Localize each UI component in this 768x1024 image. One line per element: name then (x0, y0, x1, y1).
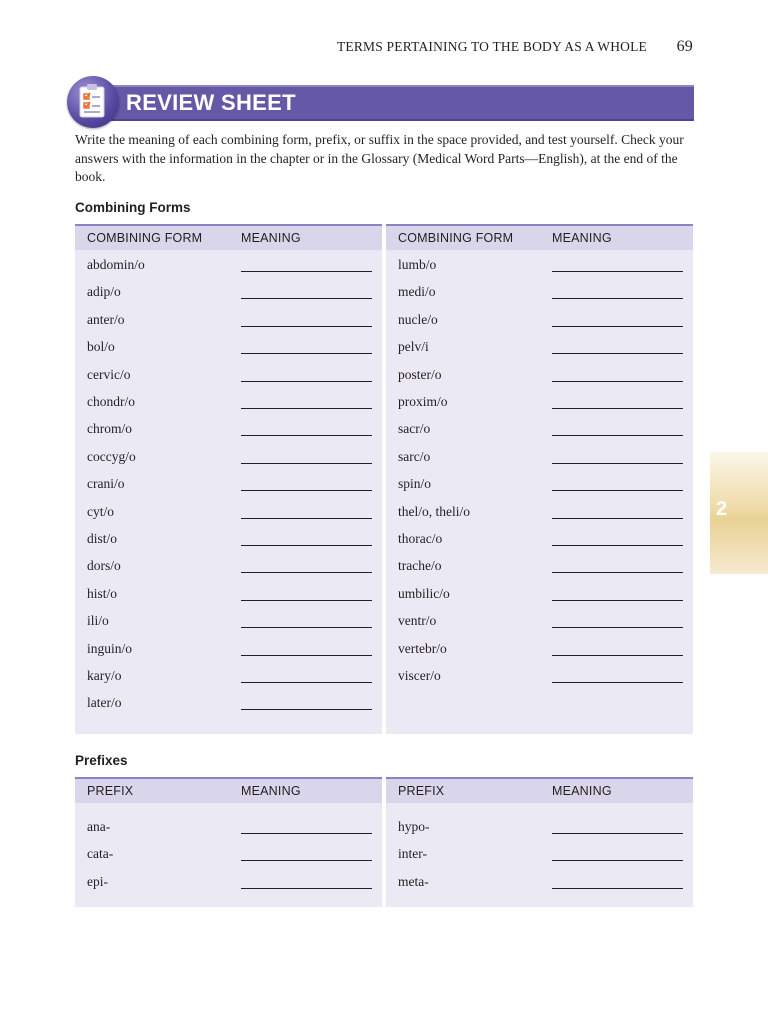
meaning-answer-line[interactable] (552, 572, 683, 573)
meaning-answer-line[interactable] (241, 490, 372, 491)
meaning-answer-line[interactable] (552, 326, 683, 327)
table-row (75, 558, 382, 585)
term-label: sacr/o (398, 421, 431, 437)
meaning-answer-line[interactable] (241, 627, 372, 628)
page-number: 69 (676, 38, 693, 55)
term-label: inter- (398, 846, 427, 862)
column-header-prefix: PREFIX (398, 784, 445, 798)
column-header-meaning: MEANING (552, 231, 612, 245)
table-row (386, 558, 693, 585)
table-row (75, 586, 382, 613)
table-row (75, 846, 382, 873)
meaning-answer-line[interactable] (552, 545, 683, 546)
meaning-answer-line[interactable] (552, 353, 683, 354)
term-label: medi/o (398, 284, 436, 300)
meaning-answer-line[interactable] (241, 682, 372, 683)
table-row (386, 504, 693, 531)
table-row (386, 339, 693, 366)
table-row (75, 668, 382, 695)
meaning-answer-line[interactable] (241, 408, 372, 409)
table-row (386, 586, 693, 613)
term-label: hypo- (398, 819, 430, 834)
meaning-answer-line[interactable] (552, 888, 683, 889)
term-label: thel/o, theli/o (398, 503, 470, 519)
table-row (75, 284, 382, 311)
table-row (386, 846, 693, 873)
column-header-meaning: MEANING (241, 231, 301, 245)
term-label: cervic/o (87, 366, 131, 382)
table-row (386, 531, 693, 558)
table-row (75, 613, 382, 640)
prefixes-heading: Prefixes (75, 753, 128, 768)
column-header-prefix: PREFIX (87, 784, 134, 798)
meaning-answer-line[interactable] (241, 463, 372, 464)
term-label: chrom/o (87, 421, 132, 437)
term-label: dors/o (87, 558, 121, 574)
table-header (386, 224, 693, 250)
term-label: pelv/i (398, 339, 429, 355)
meaning-answer-line[interactable] (552, 435, 683, 436)
term-label: thorac/o (398, 531, 443, 546)
meaning-answer-line[interactable] (241, 271, 372, 272)
table-row (75, 394, 382, 421)
term-label: ana- (87, 819, 111, 834)
instructions: Write the meaning of each combining form, prefix, or suffix in the space provided, and test yourself. Check your answers with the information in the chapter or in the Glossary (Medical Word Parts—English), at the end of the book. (75, 132, 684, 184)
term-label: crani/o (87, 476, 125, 492)
table-row (386, 641, 693, 668)
meaning-answer-line[interactable] (241, 435, 372, 436)
meaning-answer-line[interactable] (552, 381, 683, 382)
table-row (75, 476, 382, 503)
table-row (386, 819, 693, 846)
running-head (0, 38, 693, 56)
table-header (386, 777, 693, 803)
meaning-answer-line[interactable] (241, 381, 372, 382)
table-row (75, 874, 382, 901)
meaning-answer-line[interactable] (552, 490, 683, 491)
term-label: ventr/o (398, 613, 437, 629)
term-label: bol/o (87, 339, 115, 355)
meaning-answer-line[interactable] (552, 298, 683, 299)
review-sheet-banner (110, 85, 694, 121)
term-label: lumb/o (398, 257, 437, 272)
meaning-answer-line[interactable] (552, 860, 683, 861)
term-label: vertebr/o (398, 640, 447, 656)
table-row (386, 476, 693, 503)
table-row (386, 613, 693, 640)
meaning-answer-line[interactable] (552, 518, 683, 519)
meaning-answer-line[interactable] (241, 833, 372, 834)
meaning-answer-line[interactable] (241, 888, 372, 889)
banner-title: REVIEW SHEET (126, 90, 296, 115)
table-row (75, 367, 382, 394)
table-row (75, 449, 382, 476)
table-row (75, 641, 382, 668)
table-row (386, 367, 693, 394)
meaning-answer-line[interactable] (552, 271, 683, 272)
table-row (386, 449, 693, 476)
term-label: kary/o (87, 668, 122, 683)
meaning-answer-line[interactable] (552, 833, 683, 834)
checklist-icon (67, 76, 119, 128)
combining-forms-right-column (386, 224, 693, 734)
chapter-tab (710, 452, 768, 574)
meaning-answer-line[interactable] (241, 518, 372, 519)
meaning-answer-line[interactable] (241, 298, 372, 299)
table-header (75, 224, 382, 250)
meaning-answer-line[interactable] (552, 655, 683, 656)
term-label: cyt/o (87, 503, 114, 519)
table-row (386, 668, 693, 695)
meaning-answer-line[interactable] (552, 627, 683, 628)
meaning-answer-line[interactable] (241, 545, 372, 546)
term-label: sarc/o (398, 448, 431, 464)
table-header (75, 777, 382, 803)
meaning-answer-line[interactable] (241, 326, 372, 327)
combining-forms-left-column (75, 224, 382, 734)
term-label: adip/o (87, 284, 121, 300)
term-label: coccyg/o (87, 448, 136, 464)
column-header-meaning: MEANING (241, 784, 301, 798)
term-label: viscer/o (398, 668, 441, 683)
term-label: cata- (87, 846, 114, 862)
meaning-answer-line[interactable] (552, 408, 683, 409)
table-row (75, 312, 382, 339)
meaning-answer-line[interactable] (241, 572, 372, 573)
term-label: hist/o (87, 585, 118, 601)
term-label: chondr/o (87, 394, 135, 409)
prefixes-right-column (386, 777, 693, 907)
meaning-answer-line[interactable] (552, 600, 683, 601)
term-label: nucle/o (398, 311, 438, 327)
chapter-number: 2 (716, 498, 728, 520)
combining-forms-heading: Combining Forms (75, 200, 191, 215)
table-row (75, 257, 382, 284)
term-label: proxim/o (398, 394, 448, 409)
column-header-meaning: MEANING (552, 784, 612, 798)
term-label: meta- (398, 873, 429, 889)
meaning-answer-line[interactable] (552, 463, 683, 464)
prefixes-left-column (75, 777, 382, 907)
table-row (386, 257, 693, 284)
meaning-answer-line[interactable] (552, 682, 683, 683)
table-row (75, 339, 382, 366)
term-label: umbilic/o (398, 585, 450, 601)
table-row (386, 312, 693, 339)
term-label: dist/o (87, 531, 118, 546)
combining-forms-table (75, 224, 693, 734)
table-row (75, 504, 382, 531)
term-label: trache/o (398, 558, 442, 574)
table-row (386, 874, 693, 901)
table-row (75, 695, 382, 722)
table-row (386, 421, 693, 448)
running-title: TERMS PERTAINING TO THE BODY AS A WHOLE (336, 39, 648, 54)
term-label: abdomin/o (87, 257, 145, 272)
term-label: epi- (87, 873, 108, 889)
meaning-answer-line[interactable] (241, 709, 372, 710)
term-label: inguin/o (87, 640, 133, 656)
meaning-answer-line[interactable] (241, 860, 372, 861)
prefixes-table (75, 777, 693, 907)
meaning-answer-line[interactable] (241, 655, 372, 656)
column-header-combining-form: COMBINING FORM (398, 231, 514, 245)
meaning-answer-line[interactable] (241, 353, 372, 354)
term-label: later/o (87, 695, 122, 711)
meaning-answer-line[interactable] (241, 600, 372, 601)
table-row (386, 394, 693, 421)
table-row (75, 531, 382, 558)
term-label: poster/o (398, 366, 442, 382)
table-row (386, 284, 693, 311)
term-label: spin/o (398, 476, 432, 492)
column-header-combining-form: COMBINING FORM (87, 231, 203, 245)
term-label: anter/o (87, 311, 125, 327)
term-label: ili/o (87, 613, 109, 629)
table-row (75, 819, 382, 846)
table-row (75, 421, 382, 448)
